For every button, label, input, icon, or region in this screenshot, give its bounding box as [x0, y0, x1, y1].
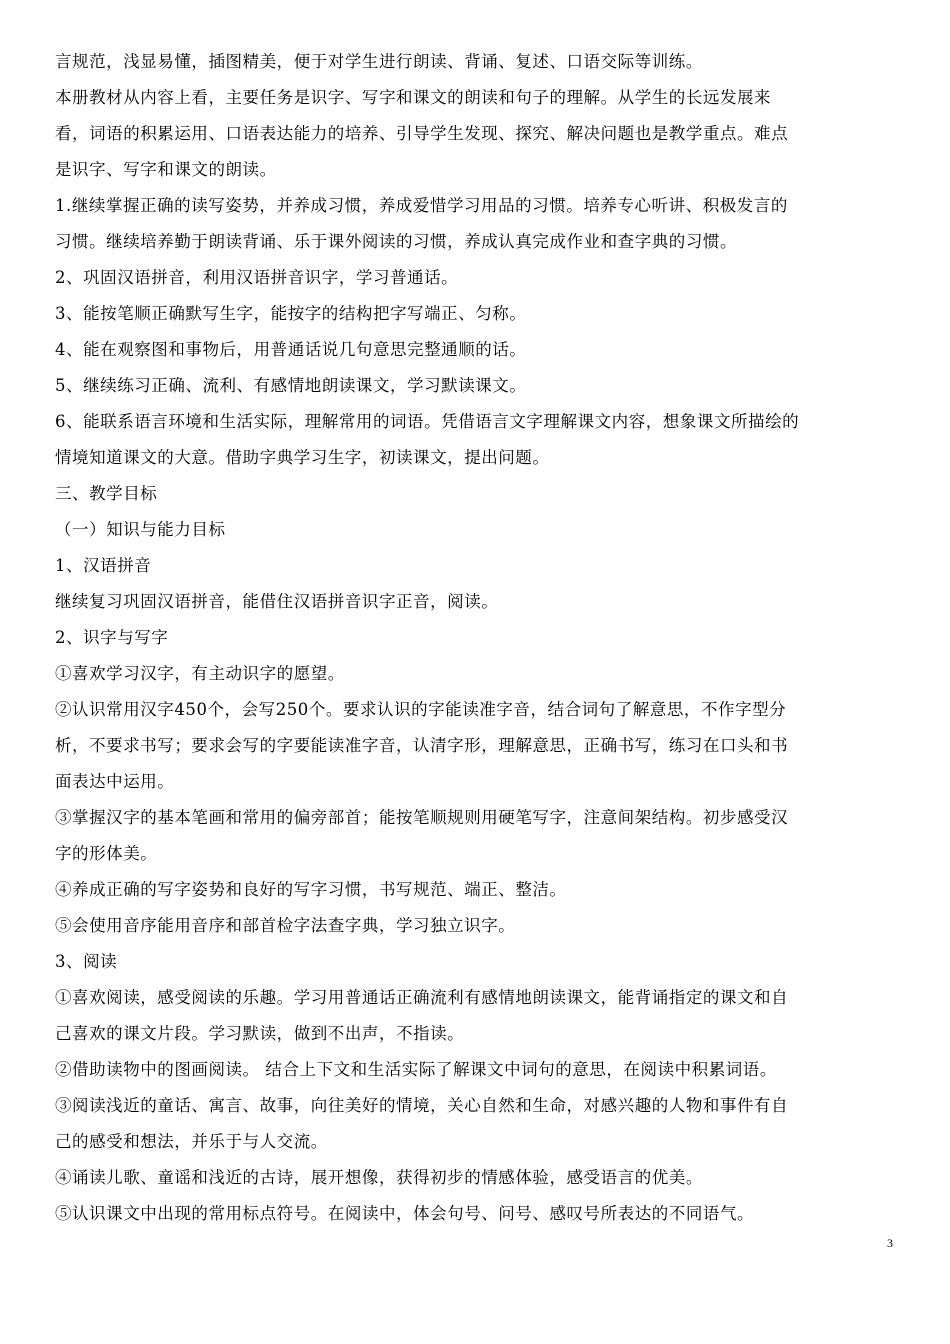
section-heading: 三、教学目标 — [55, 484, 158, 503]
text-line: ④诵读儿歌、童谣和浅近的古诗，展开想像，获得初步的情感体验，感受语言的优美。 — [55, 1168, 703, 1187]
text-line: 面表达中运用。 — [55, 772, 175, 791]
text-line: ②借助读物中的图画阅读。 结合上下文和生活实际了解课文中词句的意思，在阅读中积累词语。 — [55, 1060, 777, 1079]
text-line: 4、能在观察图和事物后，用普通话说几句意思完整通顺的话。 — [55, 340, 527, 359]
text-line: ⑤认识课文中出现的常用标点符号。在阅读中，体会句号、问号、感叹号所表达的不同语气。 — [55, 1204, 755, 1223]
subsection-heading: （一）知识与能力目标 — [55, 520, 226, 539]
text-line: ①喜欢学习汉字，有主动识字的愿望。 — [55, 664, 345, 683]
text-line: ④养成正确的写字姿势和良好的写字习惯，书写规范、端正、整洁。 — [55, 880, 567, 899]
page-number: 3 — [887, 1236, 893, 1250]
text-line: 习惯。继续培养勤于朗读背诵、乐于课外阅读的习惯，养成认真完成作业和查字典的习惯。 — [55, 232, 737, 251]
text-line: 情境知道课文的大意。借助字典学习生字，初读课文，提出问题。 — [55, 448, 550, 467]
text-line: 1.继续掌握正确的读写姿势，并养成习惯，养成爱惜学习用品的习惯。培养专心听讲、积极发言的 — [55, 196, 788, 215]
text-line: 言规范，浅显易懂，插图精美，便于对学生进行朗读、背诵、复述、口语交际等训练。 — [55, 52, 703, 71]
text-line: 本册教材从内容上看，主要任务是识字、写字和课文的朗读和句子的理解。从学生的长远发展来 — [55, 88, 772, 107]
text-line: ③掌握汉字的基本笔画和常用的偏旁部首；能按笔顺规则用硬笔写字，注意间架结构。初步感受汉 — [55, 808, 789, 827]
text-line: 析，不要求书写；要求会写的字要能读准字音，认清字形，理解意思，正确书写，练习在口头和书 — [55, 736, 789, 755]
text-line: 3、能按笔顺正确默写生字，能按字的结构把字写端正、匀称。 — [55, 304, 527, 323]
item-heading: 3、阅读 — [55, 952, 118, 971]
text-line: 2、巩固汉语拼音，利用汉语拼音识字，学习普通话。 — [55, 268, 459, 287]
item-heading: 1、汉语拼音 — [55, 556, 152, 575]
document-body — [55, 44, 895, 1232]
text-line: ⑤会使用音序能用音序和部首检字法查字典，学习独立识字。 — [55, 916, 516, 935]
text-line: 字的形体美。 — [55, 844, 158, 863]
text-line: ①喜欢阅读，感受阅读的乐趣。学习用普通话正确流利有感情地朗读课文，能背诵指定的课文和自 — [55, 988, 789, 1007]
item-heading: 2、识字与写字 — [55, 628, 169, 647]
text-line: 己的感受和想法，并乐于与人交流。 — [55, 1132, 328, 1151]
text-line: 6、能联系语言环境和生活实际，理解常用的词语。凭借语言文字理解课文内容，想象课文所描绘的 — [55, 412, 800, 431]
text-line: 看，词语的积累运用、口语表达能力的培养、引导学生发现、探究、解决问题也是教学重点。难点 — [55, 124, 789, 143]
text-line: ③阅读浅近的童话、寓言、故事，向往美好的情境，关心自然和生命，对感兴趣的人物和事件有自 — [55, 1096, 789, 1115]
text-line: 5、继续练习正确、流利、有感情地朗读课文，学习默读课文。 — [55, 376, 527, 395]
text-line: ②认识常用汉字450个，会写250个。要求认识的字能读准字音，结合词句了解意思，不作字型分 — [55, 700, 787, 719]
text-line: 继续复习巩固汉语拼音，能借住汉语拼音识字正音，阅读。 — [55, 592, 499, 611]
text-line: 是识字、写字和课文的朗读。 — [55, 160, 277, 179]
text-line: 己喜欢的课文片段。学习默读，做到不出声，不指读。 — [55, 1024, 465, 1043]
